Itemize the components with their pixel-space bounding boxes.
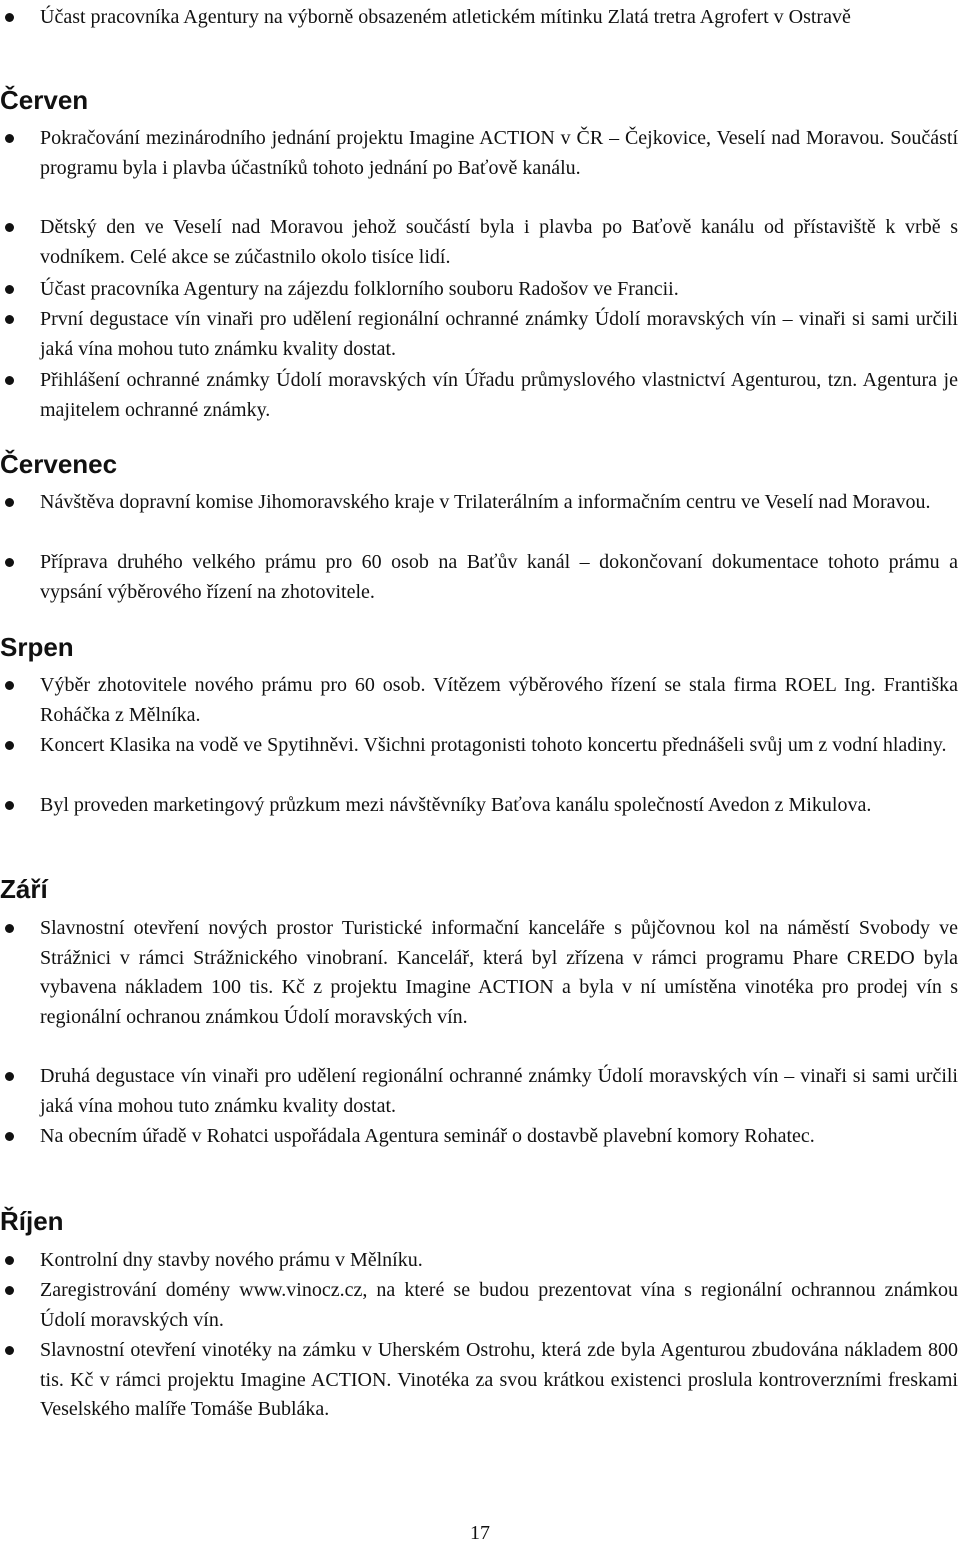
list-item: Koncert Klasika na vodě ve Spytihněvi. Všichni protagonisti tohoto koncertu přednášeli svůj um z vodní hladiny. <box>0 731 958 761</box>
bullet-icon <box>0 488 24 518</box>
section-heading: Červen <box>0 85 89 115</box>
list-item: První degustace vín vinaři pro udělení regionální ochranné známky Údolí moravských vín – vinaři si sami určili jaká vína mohou tuto známku kvality dostat. <box>0 305 958 364</box>
list-item: Kontrolní dny stavby nového prámu v Mělníku. <box>0 1246 958 1276</box>
list-item: Slavnostní otevření nových prostor Turistické informační kanceláře s půjčovnou kol na náměstí Svobody ve Strážnici v rámci Strážnického vinobraní. Kancelář, která byl zřízena v rámci programu Phare CREDO byla vybavena nákladem 100 tis. Kč z projektu Imagine ACTION a byla v ní umístěna vinotéka pro prodej vín s regionální ochranou známkou Údolí moravských vín. <box>0 914 958 1032</box>
bullet-icon <box>0 213 24 243</box>
list-item: Byl proveden marketingový průzkum mezi návštěvníky Baťova kanálu společností Avedon z Mikulova. <box>0 791 958 821</box>
bullet-icon <box>0 124 24 154</box>
bullet-icon <box>0 914 24 944</box>
list-item: Dětský den ve Veselí nad Moravou jehož součástí byla i plavba po Baťově kanálu od přístaviště k vrbě s vodníkem. Celé akce se zúčastnilo okolo tisíce lidí. <box>0 213 958 272</box>
bullet-icon <box>0 1246 24 1276</box>
section-heading: Červenec <box>0 449 118 479</box>
bullet-icon <box>0 3 24 33</box>
bullet-icon <box>0 275 24 305</box>
bullet-icon <box>0 305 24 335</box>
list-item: Návštěva dopravní komise Jihomoravského kraje v Trilaterálním a informačním centru ve Veselí nad Moravou. <box>0 488 958 518</box>
bullet-icon <box>0 1062 24 1092</box>
list-item: Zaregistrování domény www.vinocz.cz, na které se budou prezentovat vína s regionální ochrannou známkou Údolí moravských vín. <box>0 1276 958 1335</box>
bullet-icon <box>0 731 24 761</box>
bullet-icon <box>0 1122 24 1152</box>
section-heading: Srpen <box>0 632 74 662</box>
page-number: 17 <box>470 1522 490 1544</box>
section-heading: Září <box>0 874 48 904</box>
list-item: Na obecním úřadě v Rohatci uspořádala Agentura seminář o dostavbě plavební komory Rohatec. <box>0 1122 958 1152</box>
list-item: Účast pracovníka Agentury na zájezdu folklorního souboru Radošov ve Francii. <box>0 275 958 305</box>
bullet-icon <box>0 1336 24 1366</box>
bullet-icon <box>0 1276 24 1306</box>
bullet-icon <box>0 791 24 821</box>
list-item: Slavnostní otevření vinotéky na zámku v Uherském Ostrohu, která zde byla Agenturou zbudována nákladem 800 tis. Kč v rámci projektu Imagine ACTION. Vinotéka za svou krátkou existenci proslula kontroverzními freskami Veselského malíře Tomáše Bubláka. <box>0 1336 958 1425</box>
list-item: Druhá degustace vín vinaři pro udělení regionální ochranné známky Údolí moravských vín – vinaři si sami určili jaká vína mohou tuto známku kvality dostat. <box>0 1062 958 1121</box>
list-item: Příprava druhého velkého prámu pro 60 osob na Baťův kanál – dokončovaní dokumentace tohoto prámu a vypsání výběrového řízení na zhotovitele. <box>0 548 958 607</box>
bullet-icon <box>0 671 24 701</box>
bullet-icon <box>0 366 24 396</box>
list-item: Účast pracovníka Agentury na výborně obsazeném atletickém mítinku Zlatá tretra Agrofert v Ostravě <box>0 3 958 33</box>
list-item: Výběr zhotovitele nového prámu pro 60 osob. Vítězem výběrového řízení se stala firma ROEL Ing. Františka Roháčka z Mělníka. <box>0 671 958 730</box>
section-heading: Říjen <box>0 1206 64 1236</box>
list-item: Přihlášení ochranné známky Údolí moravských vín Úřadu průmyslového vlastnictví Agenturou, tzn. Agentura je majitelem ochranné známky. <box>0 366 958 425</box>
list-item: Pokračování mezinárodního jednání projektu Imagine ACTION v ČR – Čejkovice, Veselí nad Moravou. Součástí programu byla i plavba účastníků tohoto jednání po Baťově kanálu. <box>0 124 958 183</box>
bullet-icon <box>0 548 24 578</box>
